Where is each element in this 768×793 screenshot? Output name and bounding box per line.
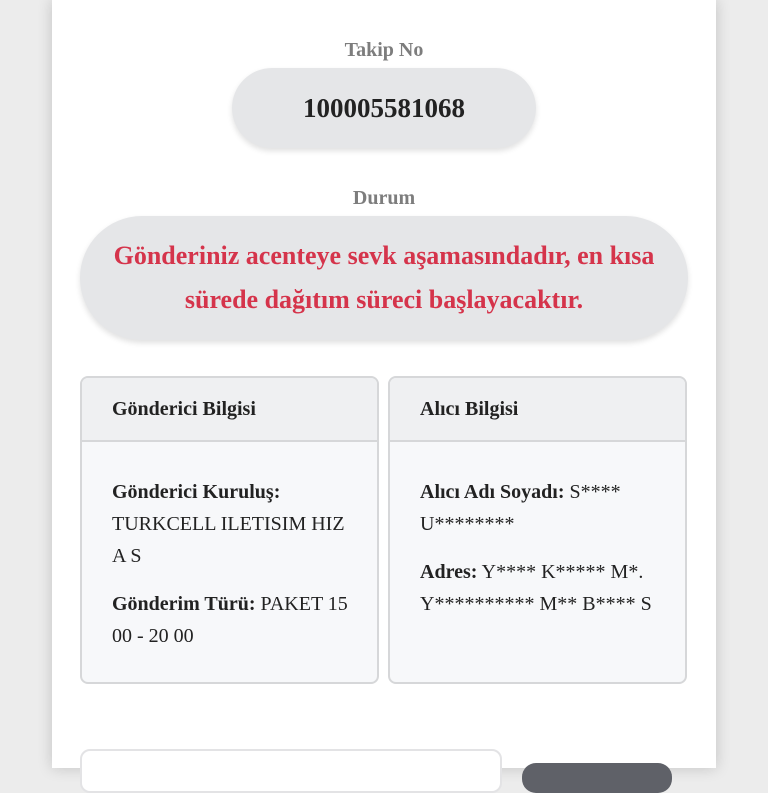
tracking-label: Takip No [344,39,424,61]
shipment-type-value: PAKET 15 00 - 20 00 [112,593,348,647]
sender-info-panel [80,376,379,684]
receiver-address-label: Adres: [420,561,478,583]
receiver-name [420,476,665,540]
sender-info-title: Gönderici Bilgisi [82,378,377,442]
shipment-type [112,588,357,652]
receiver-name-label: Alıcı Adı Soyadı: [420,481,565,503]
input-field[interactable] [80,749,502,793]
receiver-address-value: Y**** K***** M*. Y********** M** B**** S [420,561,652,615]
status-label: Durum [352,187,416,209]
sender-organization [112,476,357,572]
shipment-type-label: Gönderim Türü: [112,593,256,615]
receiver-info-panel [388,376,687,684]
tracking-card [52,0,716,768]
receiver-address [420,556,665,620]
tracking-number: 100005581068 [232,68,536,148]
sender-organization-value: TURKCELL ILETISIM HIZ A S [112,513,345,567]
receiver-name-value: S**** U******** [420,481,621,535]
receiver-info-title: Alıcı Bilgisi [390,378,685,442]
sender-organization-label: Gönderici Kuruluş: [112,481,281,503]
status-message: Gönderiniz acenteye sevk aşamasındadır, en kısa sürede dağıtım süreci başlayacaktır. [80,216,688,340]
